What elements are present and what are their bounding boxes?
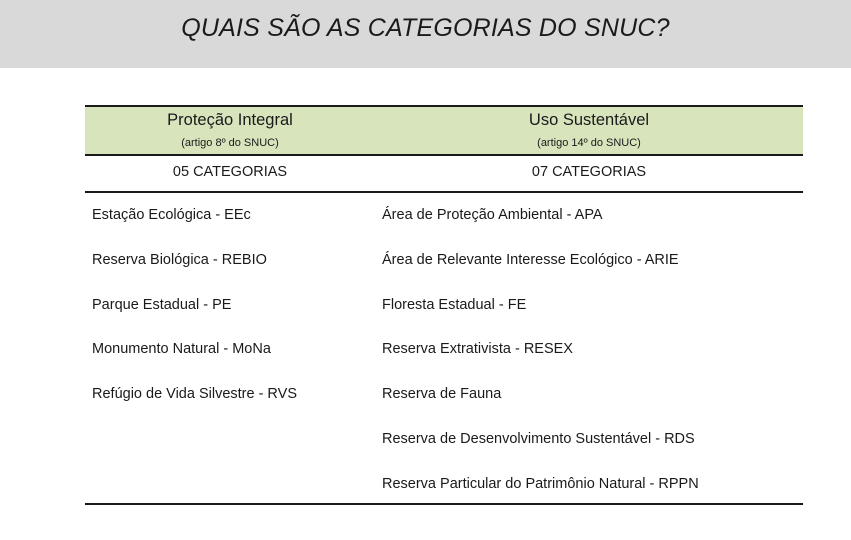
list-item: Reserva de Desenvolvimento Sustentável - RDS xyxy=(382,430,695,447)
column-header-protecao-integral xyxy=(85,105,375,152)
list-item: Parque Estadual - PE xyxy=(92,296,232,313)
page-title: QUAIS SÃO AS CATEGORIAS DO SNUC? xyxy=(181,14,670,42)
title-bar xyxy=(0,0,851,68)
uso-sustentavel-list xyxy=(382,193,699,507)
list-item: Reserva de Fauna xyxy=(382,386,502,403)
column-title: Proteção Integral xyxy=(167,111,293,129)
table-bottom-rule xyxy=(85,503,803,505)
category-count-right: 07 CATEGORIAS xyxy=(531,164,647,180)
column-subtitle: (artigo 14º do SNUC) xyxy=(537,137,641,149)
list-item: Reserva Extrativista - RESEX xyxy=(382,341,573,358)
list-item: Monumento Natural - MoNa xyxy=(92,341,271,358)
column-title: Uso Sustentável xyxy=(528,111,650,129)
list-item: Área de Proteção Ambiental - APA xyxy=(382,207,603,223)
list-item: Reserva Particular do Patrimônio Natural - RPPN xyxy=(382,475,699,492)
list-item: Refúgio de Vida Silvestre - RVS xyxy=(92,386,297,403)
list-item: Área de Relevante Interesse Ecológico - ARIE xyxy=(382,251,679,268)
column-header-uso-sustentavel xyxy=(444,105,734,152)
protecao-integral-list xyxy=(92,193,297,417)
header-bottom-rule xyxy=(85,154,803,156)
column-subtitle: (artigo 8º do SNUC) xyxy=(181,137,279,149)
list-item: Estação Ecológica - EEc xyxy=(92,207,251,223)
category-count-left: 05 CATEGORIAS xyxy=(172,164,288,180)
list-item: Reserva Biológica - REBIO xyxy=(92,251,267,268)
list-item: Floresta Estadual - FE xyxy=(382,296,527,313)
